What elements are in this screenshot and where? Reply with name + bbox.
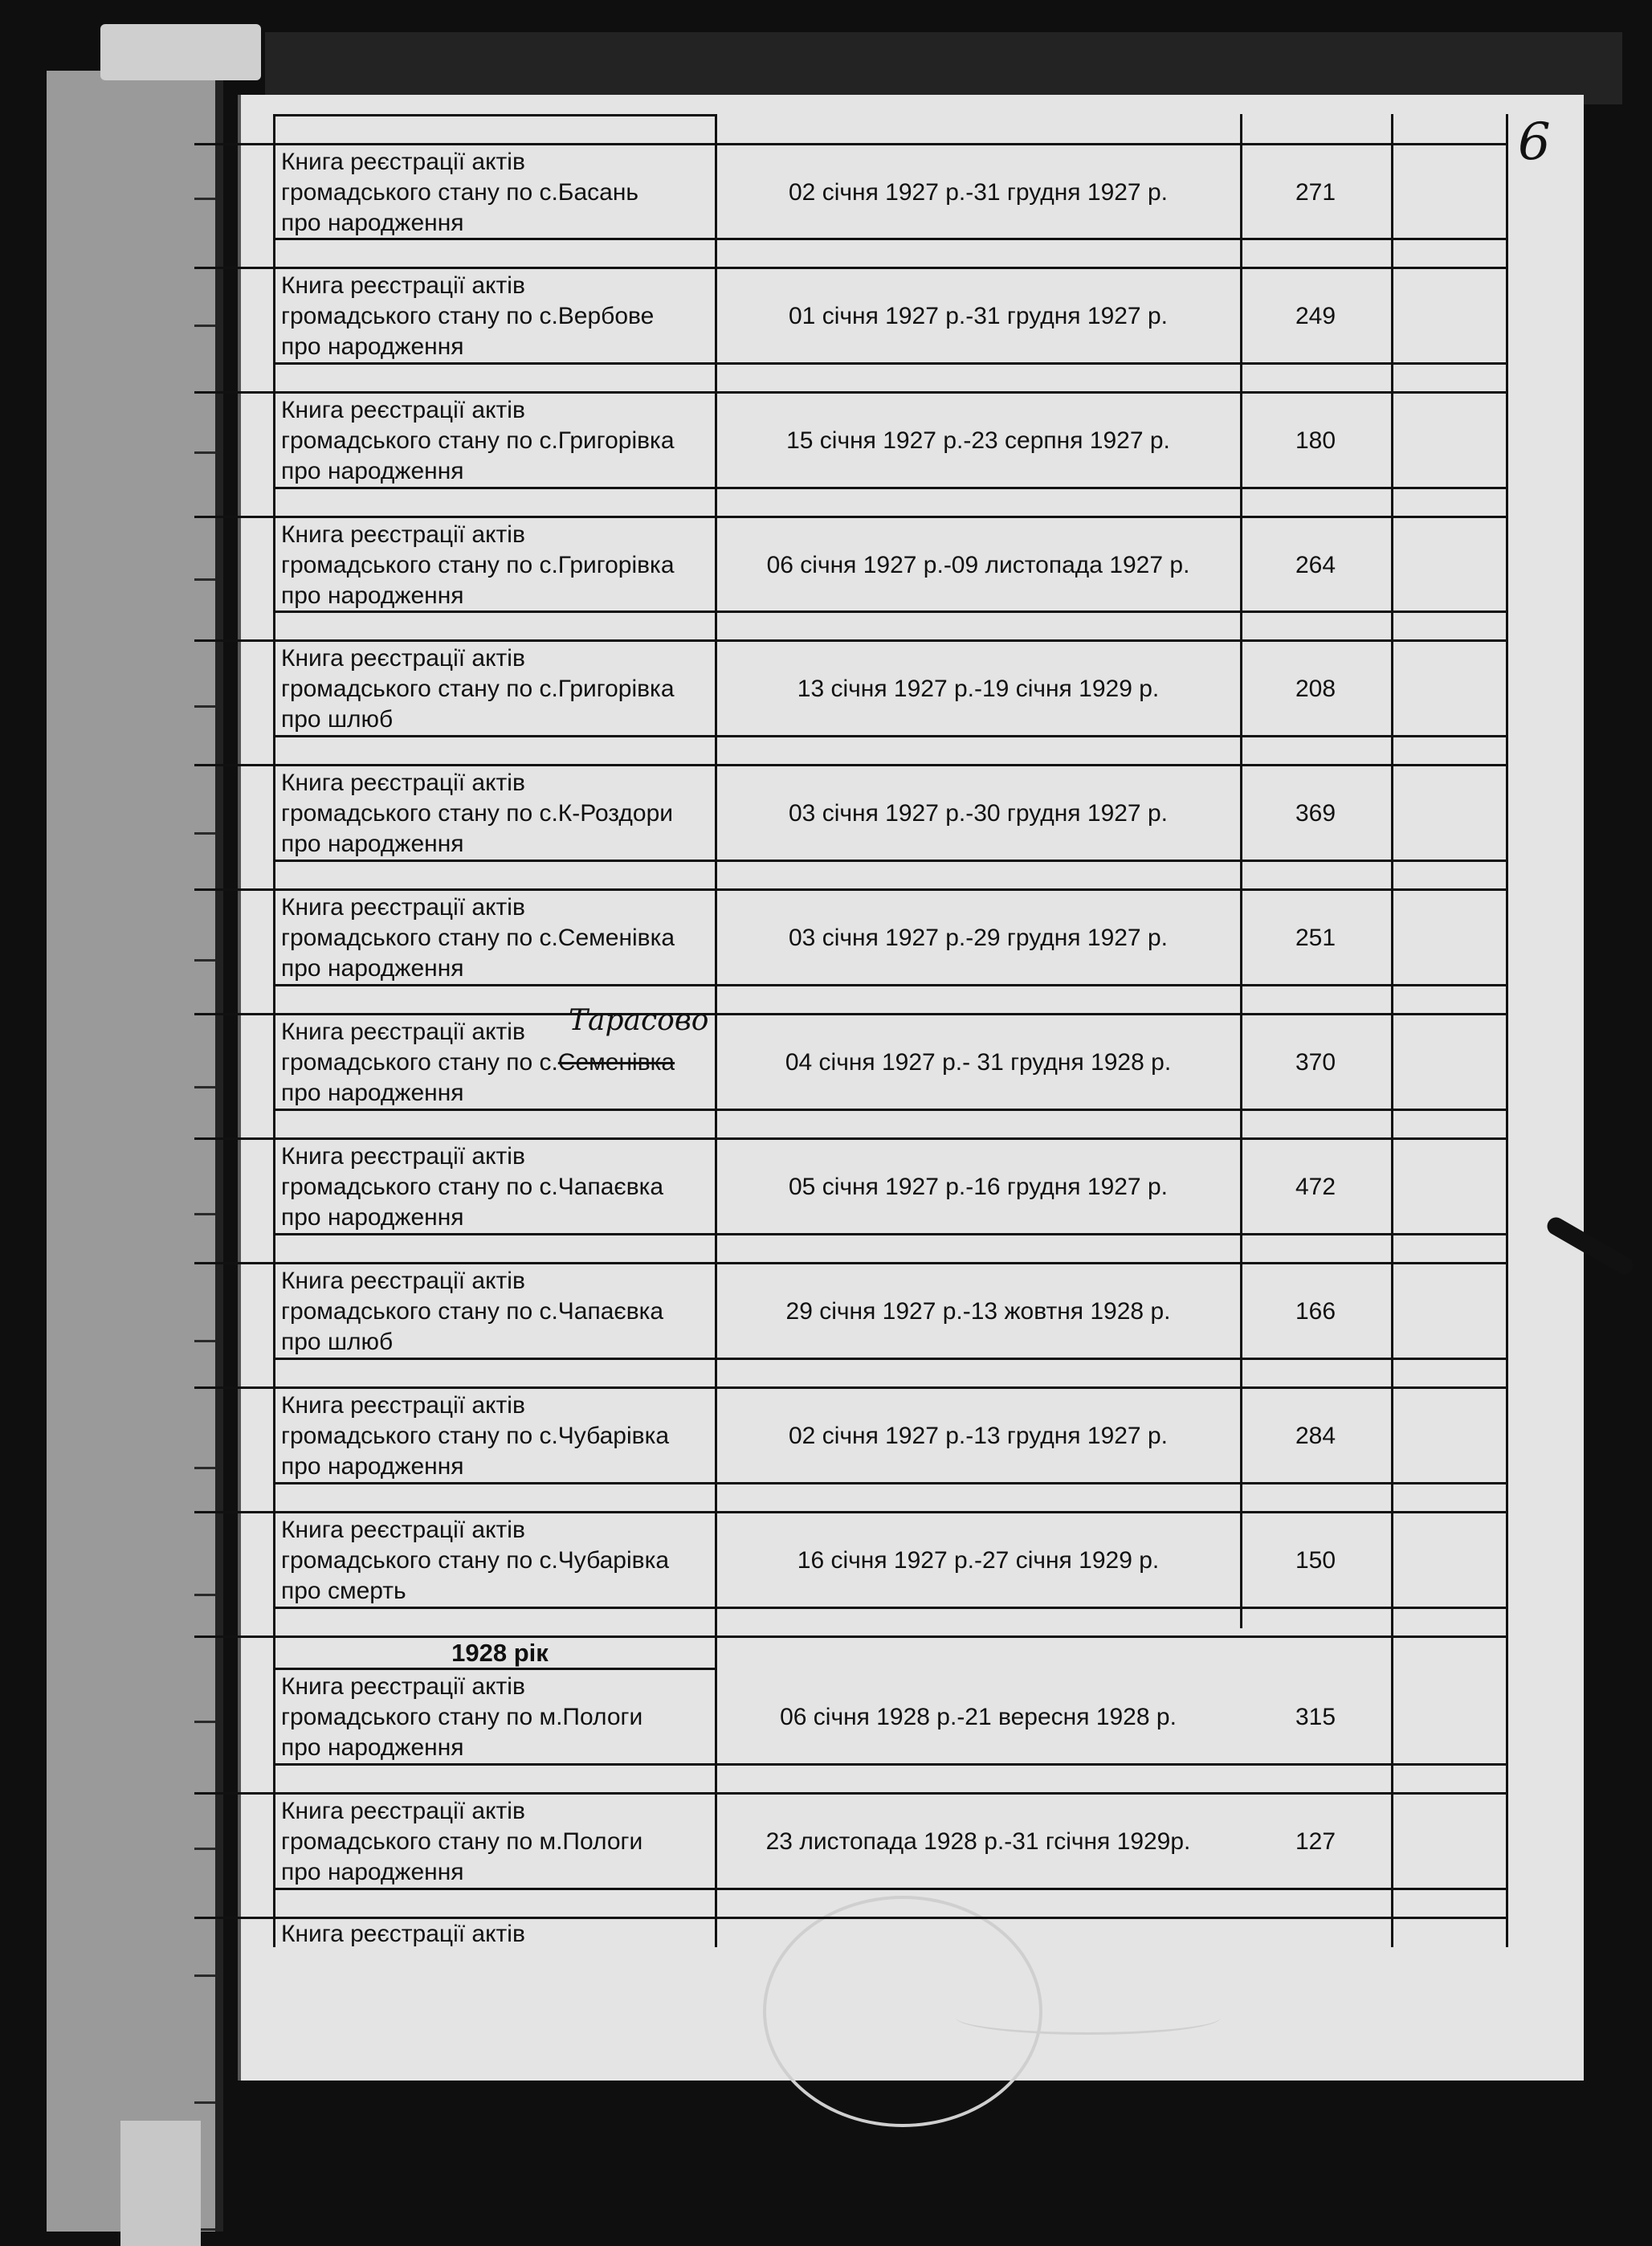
table-rule [273, 1358, 1508, 1360]
table-row-sheets: 284 [1295, 1423, 1336, 1449]
table-rule [273, 764, 1508, 766]
table-rule [273, 1511, 1508, 1513]
table-rule [273, 1792, 1508, 1795]
table-row-title: Книга реєстрації актів громадського стану по с.Чубарівка про смерть [281, 1517, 670, 1604]
edge-tick [194, 639, 275, 642]
table-row-dates: 01 січня 1927 р.-31 грудня 1927 р. [789, 303, 1168, 329]
edge-tick [194, 888, 275, 891]
table-rule [273, 143, 1508, 145]
table-row-title: Книга реєстрації актів громадського стану по м.Пологи про народження [281, 1673, 643, 1761]
table-row-title: Книга реєстрації актів громадського стану по с.Чапаєвка про шлюб [281, 1268, 664, 1355]
page-number: 6 [1518, 112, 1551, 172]
table-row-sheets: 472 [1295, 1174, 1336, 1200]
scanner-bed-top [265, 32, 1622, 104]
table-row-title: Книга реєстрації актів громадського стану по с.Чубарівка про народження [281, 1392, 670, 1480]
table-row-dates: 02 січня 1927 р.-13 грудня 1927 р. [789, 1423, 1168, 1449]
table-row-dates: 06 січня 1928 р.-21 вересня 1928 р. [780, 1704, 1177, 1730]
table-row-sheets: 271 [1295, 179, 1336, 206]
table-rule [273, 735, 1508, 737]
edge-tick [194, 1386, 275, 1389]
faded-signature [956, 2000, 1221, 2035]
table-row-title: Книга реєстрації актів громадського стану по с.Григорівка про народження [281, 397, 675, 484]
table-row-dates: 16 січня 1927 р.-27 січня 1929 р. [797, 1547, 1160, 1574]
table-row-dates: 29 січня 1927 р.-13 жовтня 1928 р. [785, 1298, 1171, 1325]
table-rule [273, 1386, 1508, 1389]
table-border-right [1506, 114, 1508, 1947]
edge-tick [194, 1262, 275, 1264]
table-rule [273, 860, 1508, 862]
edge-tick [194, 267, 275, 269]
table-row-title: Книга реєстрації актів громадського стану по с.Григорівка про шлюб [281, 645, 675, 733]
table-row-title: Книга реєстрації актів громадського стану по с.Семенівка про народження [281, 894, 675, 982]
table-row-sheets: 127 [1295, 1828, 1336, 1855]
table-rule [273, 1888, 1508, 1890]
table-row-sheets: 264 [1295, 552, 1336, 578]
table-row-sheets: 150 [1295, 1547, 1336, 1574]
table-row-sheets: 315 [1295, 1704, 1336, 1730]
edge-tick [194, 391, 275, 394]
edge-tick [194, 1917, 275, 1919]
table-rule [273, 984, 1508, 986]
table-row-title: Книга реєстрації актів громадського стану по с.Басань про народження [281, 149, 639, 236]
edge-tick [194, 1013, 275, 1015]
handwritten-correction: Тарасово [569, 1004, 709, 1037]
edge-tick [194, 516, 275, 518]
struck-village-name: Семенівка [557, 1049, 675, 1076]
edge-tick [194, 1635, 275, 1638]
table-rule [273, 362, 1508, 365]
table-col-divider [1391, 114, 1393, 1947]
table-row-sheets: 369 [1295, 800, 1336, 827]
table-row-sheets: 208 [1295, 676, 1336, 702]
table-row-dates: 03 січня 1927 р.-29 грудня 1927 р. [789, 925, 1168, 951]
table-rule [273, 1668, 715, 1670]
table-rule [273, 1635, 1508, 1638]
table-border-left [273, 114, 275, 1947]
table-row-dates: 15 січня 1927 р.-23 серпня 1927 р. [786, 427, 1170, 454]
table-row-dates: 06 січня 1927 р.-09 листопада 1927 р. [766, 552, 1190, 578]
table-col-divider [1240, 114, 1242, 1628]
edge-tick [194, 1792, 275, 1795]
table-rule [273, 1013, 1508, 1015]
edge-tick [194, 764, 275, 766]
table-rule [273, 516, 1508, 518]
table-rule [273, 487, 1508, 489]
binding-edge [47, 71, 223, 2232]
table-row-dates: 23 листопада 1928 р.-31 гсічня 1929р. [765, 1828, 1191, 1855]
table-rule [273, 639, 1508, 642]
binding-tape-top [100, 24, 261, 80]
table-rule [273, 1233, 1508, 1235]
table-row-title: Книга реєстрації актів громадського стану по с.Вербове про народження [281, 272, 655, 360]
table-row-dates: 02 січня 1927 р.-31 грудня 1927 р. [789, 179, 1168, 206]
table-row-title: Книга реєстрації актів громадського стану по м.Пологи про народження [281, 1798, 643, 1885]
table-row-sheets: 251 [1295, 925, 1336, 951]
table-row-dates: 04 січня 1927 р.- 31 грудня 1928 р. [785, 1049, 1172, 1076]
edge-tick [194, 143, 275, 145]
table-row-dates: 13 січня 1927 р.-19 січня 1929 р. [797, 676, 1160, 702]
table-rule [273, 888, 1508, 891]
table-rule [273, 1607, 1508, 1609]
table-rule [273, 267, 1508, 269]
table-row-title: Книга реєстрації актів громадського стану по с.Чапаєвка про народження [281, 1143, 664, 1231]
table-row-dates: 05 січня 1927 р.-16 грудня 1927 р. [789, 1174, 1168, 1200]
table-row-title: Книга реєстрації актів громадського стану по с.К-Роздори про народження [281, 770, 674, 857]
edge-tick [194, 1137, 275, 1140]
table-row-title: Книга реєстрації актів громадського стану по с.Семенівка про народження [281, 1019, 675, 1106]
table-rule [273, 391, 1508, 394]
table-rule [273, 1482, 1508, 1484]
table-row-title: Книга реєстрації актів [281, 1921, 525, 1947]
table-row-sheets: 166 [1295, 1298, 1336, 1325]
table-row-sheets: 180 [1295, 427, 1336, 454]
table-rule [273, 1137, 1508, 1140]
table-rule [273, 114, 715, 116]
table-rule [273, 1763, 1508, 1766]
table-row-sheets: 370 [1295, 1049, 1336, 1076]
year-heading: 1928 рік [451, 1639, 549, 1667]
table-rule [273, 1262, 1508, 1264]
table-row-sheets: 249 [1295, 303, 1336, 329]
table-row-title: Книга реєстрації актів громадського стану по с.Григорівка про народження [281, 521, 675, 609]
edge-tick [194, 1511, 275, 1513]
table-rule [273, 1109, 1508, 1111]
binding-tape-bottom [120, 2121, 201, 2246]
table-row-dates: 03 січня 1927 р.-30 грудня 1927 р. [789, 800, 1168, 827]
